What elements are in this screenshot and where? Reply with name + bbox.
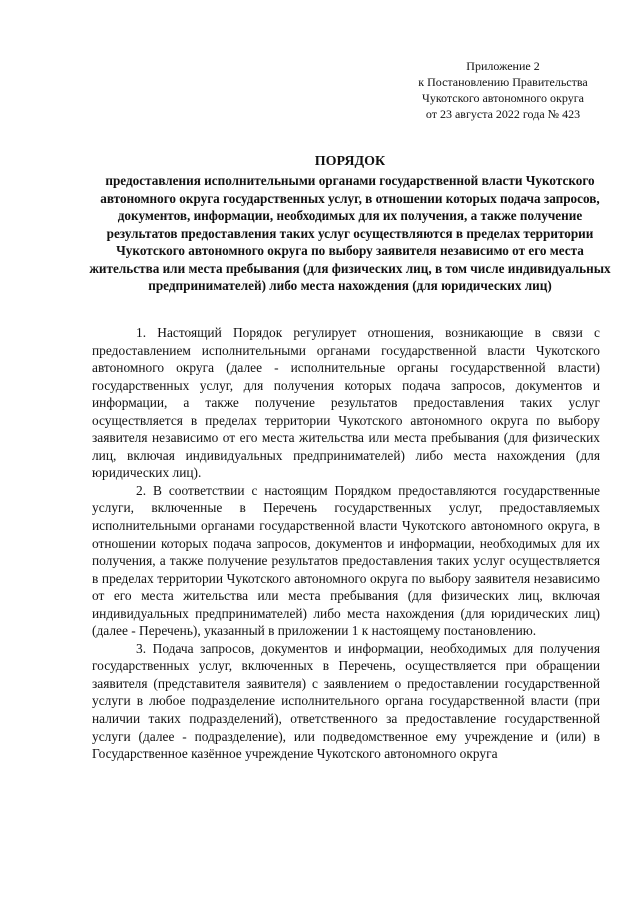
paragraph-2: 2. В соответствии с настоящим Порядком предоставляются государственные услуги, включенные в Перечень государственных услуг, предоставляемых исполнительными органами государственной власти Чукотского автономного округа, в отношении которых подача запросов, документов и информации, необходимых для их получения, а также получение результатов предоставления таких услуг осуществляется в пределах территории Чукотского автономного округа по выбору заявителя независимо от его места жительства или места пребывания (для физических лиц, включая индивидуальных предпринимателей) либо места нахождения (для юридических лиц) (далее - Перечень), указанный в приложении 1 к настоящему постановлению. <box>92 482 600 639</box>
paragraph-1: 1. Настоящий Порядок регулирует отношения, возникающие в связи с предоставлением исполнительными органами государственной власти Чукотского автономного округа (далее - исполнительные органы государственной власти) государственных услуг, для получения которых подача запросов, документов и информации, а также получение результатов предоставления таких услуг осуществляется в пределах территории Чукотского автономного округа по выбору заявителя независимо от его места жительства или места пребывания (для физических лиц, включая индивидуальных предпринимателей) либо места нахождения (для юридических лиц). <box>92 325 600 481</box>
paragraph-3: 3. Подача запросов, документов и информации, необходимых для получения государственных услуг, включенных в Перечень, осуществляется при обращении заявителя (представителя заявителя) с заявлением о предоставлении государственной услуги в любое подразделение исполнительного органа государственной власти (при наличии таких подразделений), ответственного за предоставление государственной услуги (далее - подразделение), или подведомственное ему учреждение и (или) в Государственное казённое учреждение Чукотского автономного округа <box>92 640 600 762</box>
appendix-line-1: Приложение 2 <box>466 59 540 73</box>
document-subtitle: предоставления исполнительными органами государственной власти Чукотского автономного округа государственных услуг, в отношении которых подача запросов, документов, информации, необходимых для их получения, а также получение результатов предоставления таких услуг осуществляются в пределах территории Чукотского автономного округа по выбору заявителя независимо от его места жительства или места пребывания (для физических лиц, в том числе индивидуальных предпринимателей) либо места нахождения (для юридических лиц) <box>89 173 611 293</box>
appendix-line-3: Чукотского автономного округа <box>422 91 584 105</box>
appendix-line-2: к Постановлению Правительства <box>418 75 588 89</box>
appendix-header <box>388 58 618 122</box>
appendix-line-4: от 23 августа 2022 года № 423 <box>425 107 581 121</box>
document-body <box>92 324 600 763</box>
document-title: ПОРЯДОК <box>314 154 386 169</box>
